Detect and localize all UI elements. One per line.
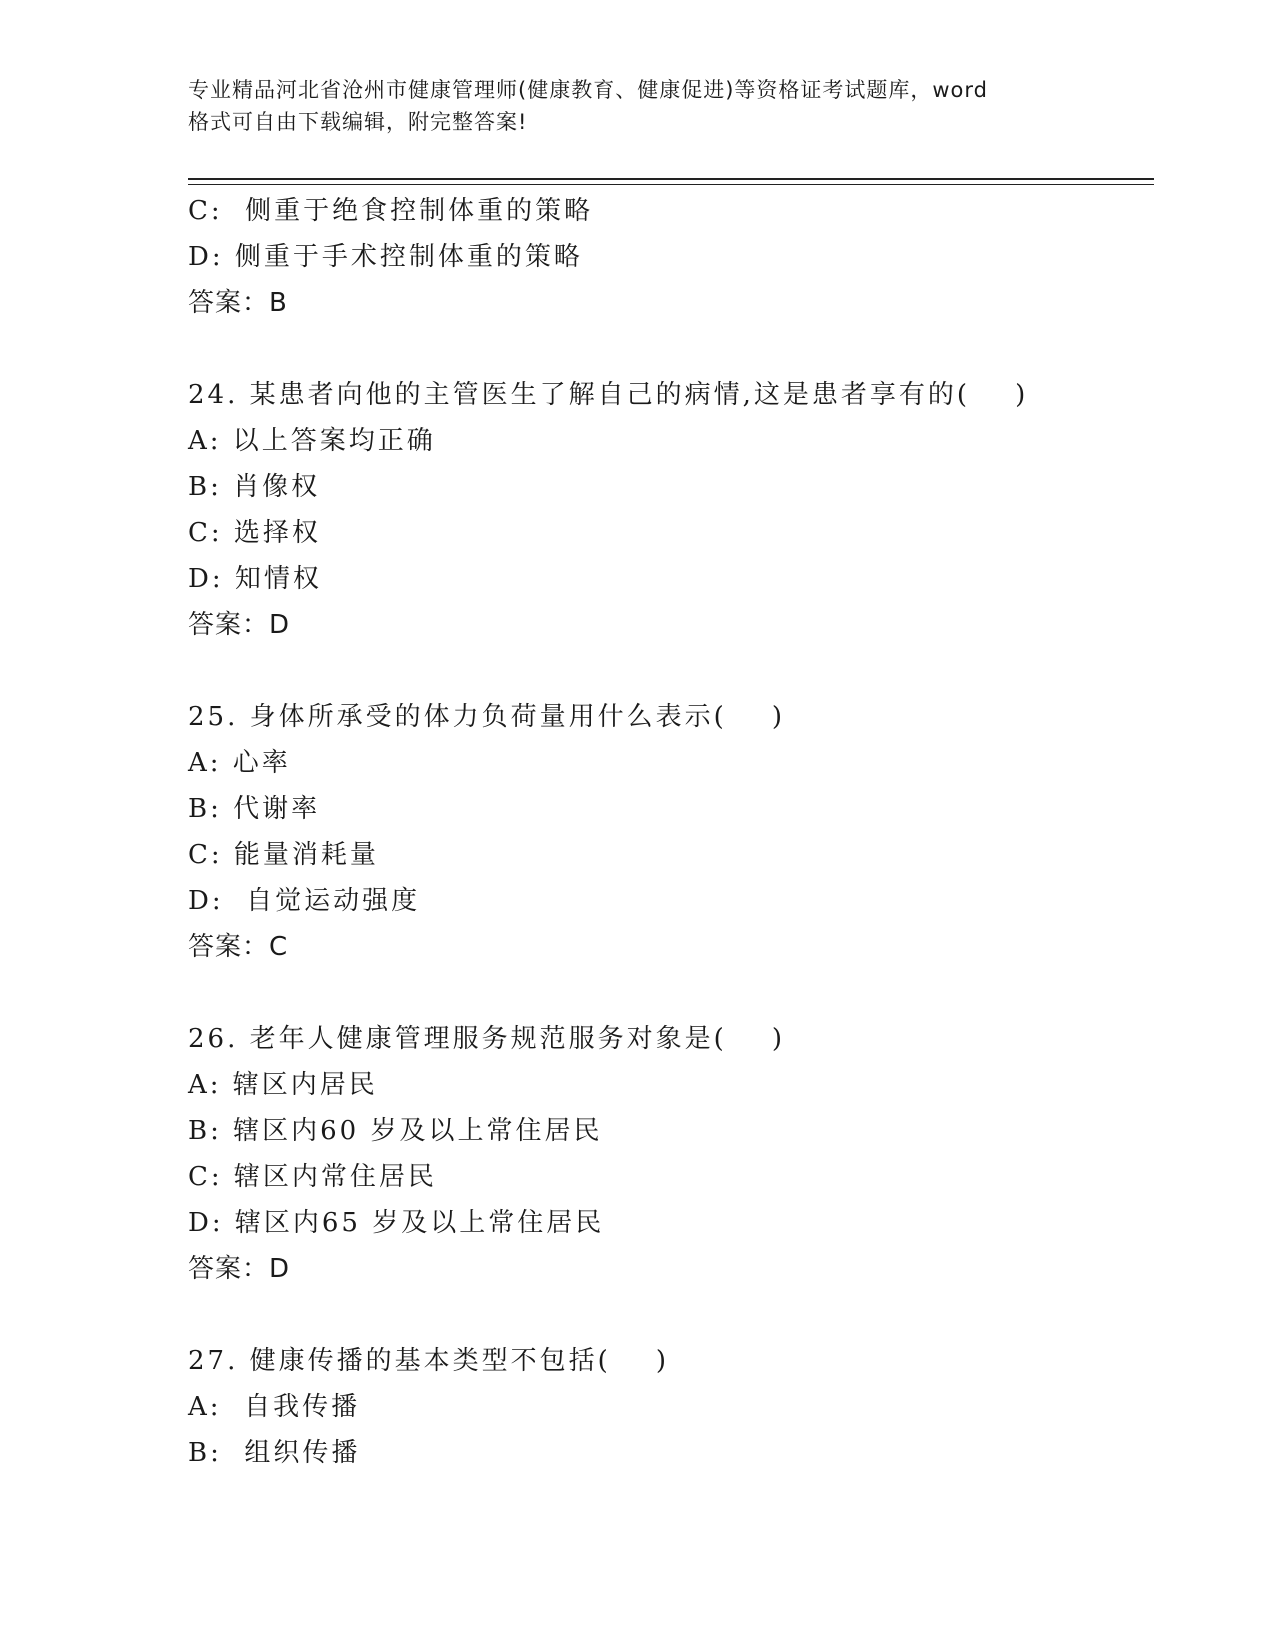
question-stem: 24. 某患者向他的主管医生了解自己的病情,这是患者享有的( ) xyxy=(188,380,1029,410)
spacer xyxy=(188,648,1148,694)
option-d: D: 自觉运动强度 xyxy=(188,886,421,916)
option-c: C: 侧重于绝食控制体重的策略 xyxy=(188,196,594,226)
answer-line: 答案：D xyxy=(188,610,291,640)
option-b: B: 肖像权 xyxy=(188,472,321,502)
option-c: C: 辖区内常住居民 xyxy=(188,1162,437,1192)
question-stem: 27. 健康传播的基本类型不包括( ) xyxy=(188,1346,669,1376)
question-list xyxy=(188,188,1148,1476)
option-b: B: 辖区内60 岁及以上常住居民 xyxy=(188,1116,603,1146)
option-a: A: 自我传播 xyxy=(188,1392,361,1422)
header-divider-thick xyxy=(188,178,1154,180)
question-stem: 26. 老年人健康管理服务规范服务对象是( ) xyxy=(188,1024,785,1054)
option-c: C: 能量消耗量 xyxy=(188,840,379,870)
document-header xyxy=(188,74,1088,138)
option-b: B: 组织传播 xyxy=(188,1438,361,1468)
option-d: D: 知情权 xyxy=(188,564,322,594)
option-a: A: 以上答案均正确 xyxy=(188,426,436,456)
option-d: D: 侧重于手术控制体重的策略 xyxy=(188,242,583,272)
spacer xyxy=(188,326,1148,372)
option-b: B: 代谢率 xyxy=(188,794,321,824)
option-a: A: 心率 xyxy=(188,748,291,778)
spacer xyxy=(188,970,1148,1016)
spacer xyxy=(188,1292,1148,1338)
answer-line: 答案：C xyxy=(188,932,289,962)
header-line-2: 格式可自由下载编辑，附完整答案! xyxy=(188,110,528,134)
question-stem: 25. 身体所承受的体力负荷量用什么表示( ) xyxy=(188,702,785,732)
header-divider-thin xyxy=(188,184,1154,185)
header-line-1: 专业精品河北省沧州市健康管理师(健康教育、健康促进)等资格证考试题库，word xyxy=(188,78,989,102)
answer-line: 答案：B xyxy=(188,288,288,318)
option-d: D: 辖区内65 岁及以上常住居民 xyxy=(188,1208,605,1238)
answer-line: 答案：D xyxy=(188,1254,291,1284)
option-a: A: 辖区内居民 xyxy=(188,1070,378,1100)
option-c: C: 选择权 xyxy=(188,518,321,548)
